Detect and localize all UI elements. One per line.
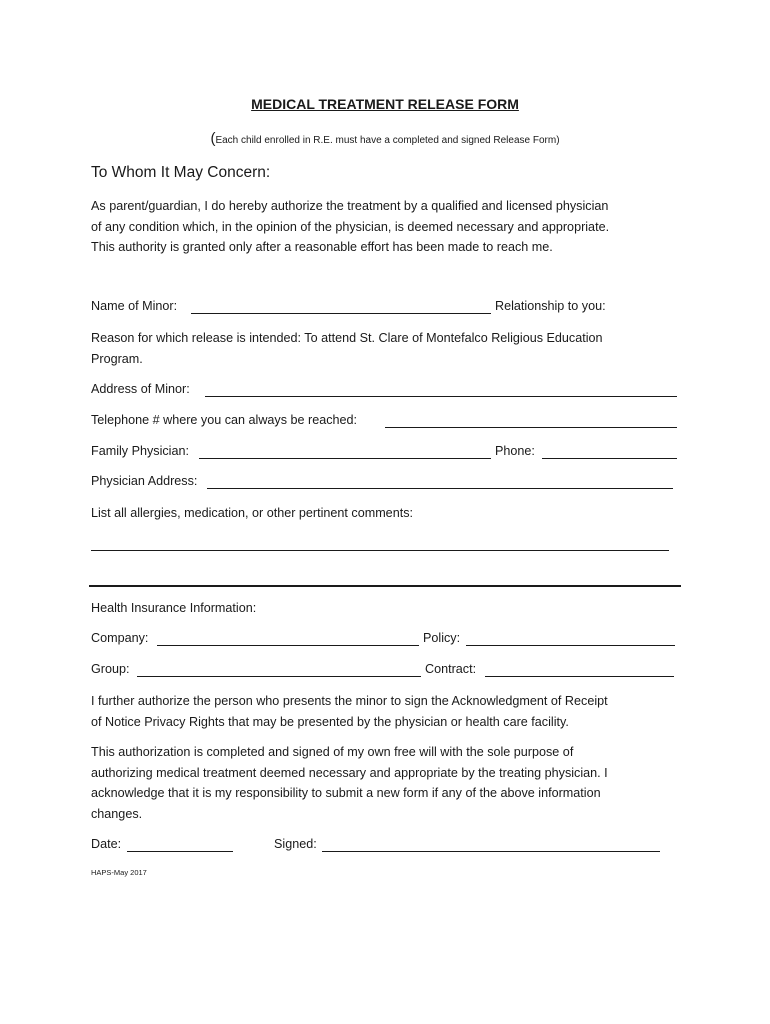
final-paragraph bbox=[91, 742, 691, 824]
subtitle-paren: ( bbox=[210, 130, 216, 147]
family-physician-label: Family Physician: bbox=[91, 444, 189, 458]
name-of-minor-field[interactable] bbox=[191, 313, 491, 314]
paragraph-line: I further authorize the person who presents the minor to sign the Acknowledgment of Receipt bbox=[91, 694, 608, 708]
reason-paragraph bbox=[91, 328, 691, 369]
section-divider bbox=[89, 585, 681, 587]
address-of-minor-field[interactable] bbox=[205, 396, 677, 397]
allergies-field[interactable] bbox=[91, 550, 669, 551]
relationship-label: Relationship to you: bbox=[495, 299, 606, 313]
signature-field[interactable] bbox=[322, 851, 660, 852]
telephone-field[interactable] bbox=[385, 427, 677, 428]
paragraph-line: authorizing medical treatment deemed necessary and appropriate by the treating physician. I bbox=[91, 765, 608, 780]
paragraph-line: Reason for which release is intended: To attend St. Clare of Montefalco Religious Education bbox=[91, 331, 603, 345]
form-footer: HAPS-May 2017 bbox=[91, 868, 147, 877]
paragraph-line: This authority is granted only after a reasonable effort has been made to reach me. bbox=[91, 240, 553, 255]
signed-label: Signed: bbox=[274, 837, 317, 851]
insurance-label: Health Insurance Information: bbox=[91, 601, 257, 615]
family-physician-field[interactable] bbox=[199, 458, 491, 459]
phone-label: Phone: bbox=[495, 444, 535, 458]
paragraph-line: changes. bbox=[91, 806, 143, 821]
allergies-label: List all allergies, medication, or other pertinent comments: bbox=[91, 506, 413, 520]
form-title: MEDICAL TREATMENT RELEASE FORM bbox=[251, 96, 519, 112]
contract-label: Contract: bbox=[425, 662, 477, 676]
group-label: Group: bbox=[91, 662, 130, 676]
paragraph-line: As parent/guardian, I do hereby authorize the treatment by a qualified and licensed physician bbox=[91, 199, 609, 213]
company-field[interactable] bbox=[157, 645, 419, 646]
phone-field[interactable] bbox=[542, 458, 677, 459]
paragraph-line: of Notice Privacy Rights that may be presented by the physician or health care facility. bbox=[91, 714, 569, 729]
telephone-label: Telephone # where you can always be reached: bbox=[91, 413, 358, 427]
contract-field[interactable] bbox=[485, 676, 674, 677]
authorization-paragraph bbox=[91, 196, 691, 258]
paragraph-line: acknowledge that it is my responsibility to submit a new form if any of the above information bbox=[91, 786, 601, 801]
group-field[interactable] bbox=[137, 676, 421, 677]
paragraph-line: This authorization is completed and signed of my own free will with the sole purpose of bbox=[91, 745, 574, 759]
name-of-minor-label: Name of Minor: bbox=[91, 299, 178, 313]
acknowledgment-paragraph bbox=[91, 691, 691, 732]
paragraph-line: Program. bbox=[91, 351, 143, 366]
subtitle-text: Each child enrolled in R.E. must have a completed and signed Release Form) bbox=[215, 135, 560, 146]
paragraph-line: of any condition which, in the opinion of the physician, is deemed necessary and appropriate. bbox=[91, 219, 610, 234]
date-label: Date: bbox=[91, 837, 122, 851]
policy-field[interactable] bbox=[466, 645, 675, 646]
address-of-minor-label: Address of Minor: bbox=[91, 382, 190, 396]
physician-address-label: Physician Address: bbox=[91, 474, 198, 488]
physician-address-field[interactable] bbox=[207, 488, 673, 489]
policy-label: Policy: bbox=[423, 631, 461, 645]
form-subtitle bbox=[0, 130, 770, 147]
greeting: To Whom It May Concern: bbox=[91, 164, 271, 181]
company-label: Company: bbox=[91, 631, 149, 645]
date-field[interactable] bbox=[127, 851, 233, 852]
